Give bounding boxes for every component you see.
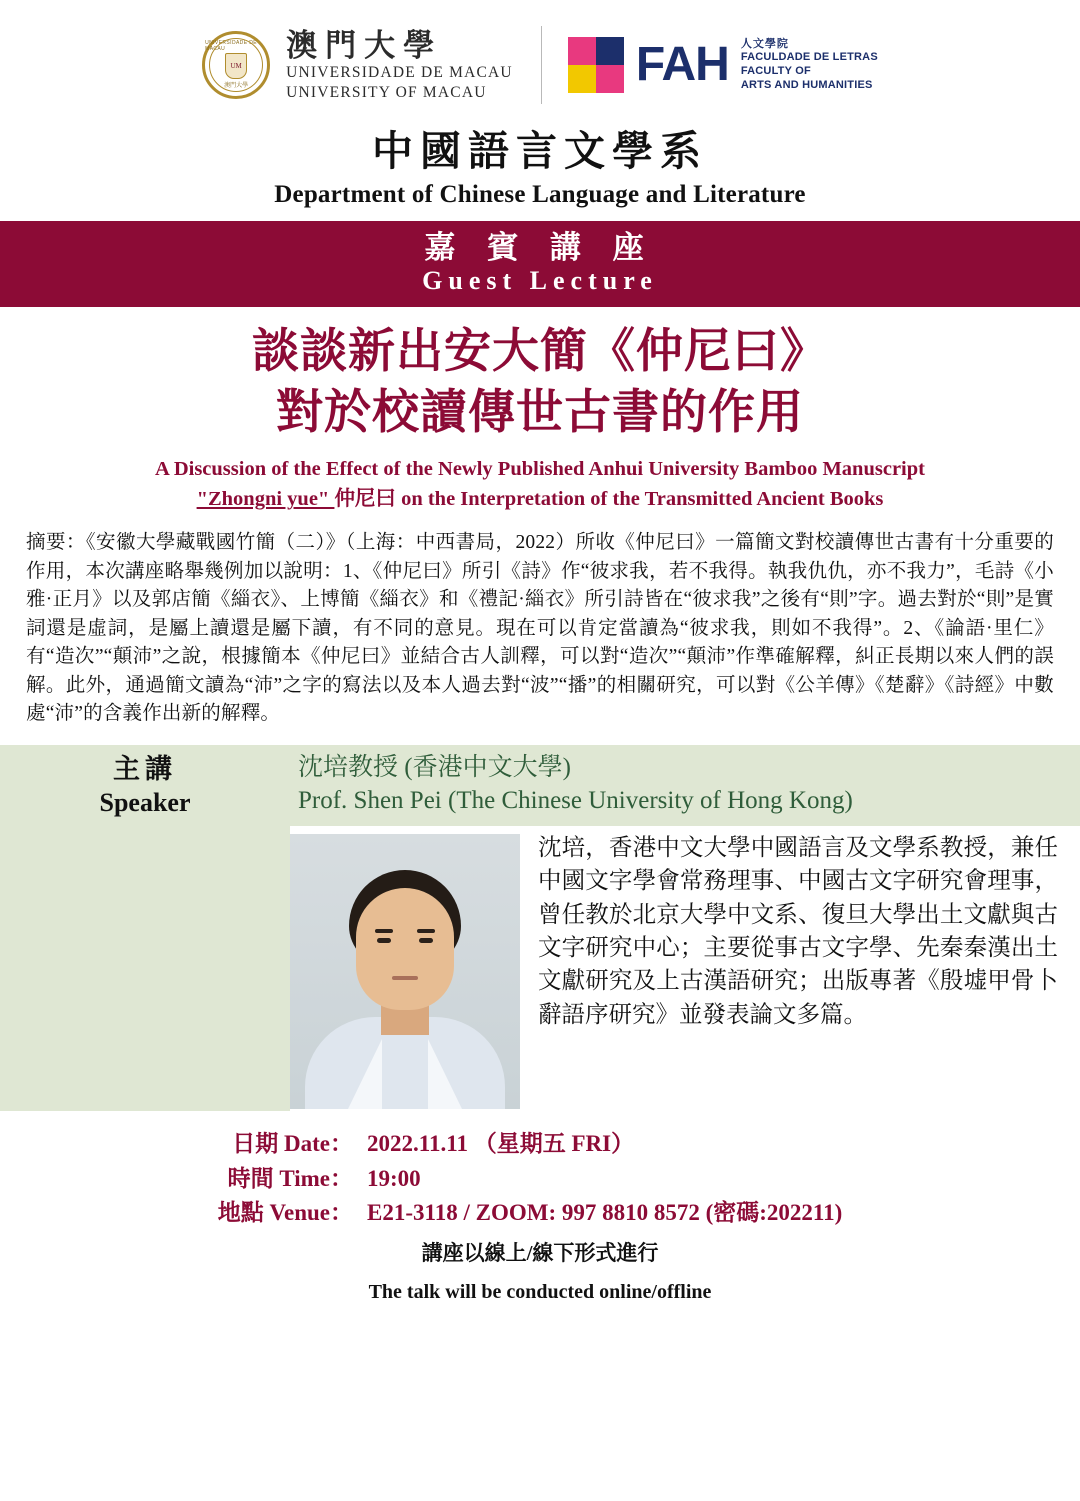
fah-name-en2: ARTS AND HUMANITIES (740, 78, 873, 91)
lecture-title-cn-line1: 談談新出安大簡《仲尼曰》 (252, 324, 828, 378)
speaker-band (0, 745, 1080, 827)
department-heading (0, 118, 1080, 209)
fah-logo (542, 37, 878, 93)
guest-lecture-cn: 嘉 賓 講 座 (424, 230, 656, 265)
time-value: 19:00 (367, 1165, 421, 1191)
speaker-label-cn: 主講 (113, 753, 177, 784)
guest-lecture-en: Guest Lecture (422, 265, 658, 295)
detail-row-date (0, 1127, 1080, 1162)
lecture-title-en (0, 454, 1080, 516)
university-of-macau-logo (202, 28, 541, 102)
lecture-title-en-romanized: "Zhongni yue" (196, 488, 335, 511)
lecture-title-cn-line2: 對於校讀傳世古書的作用 (276, 384, 804, 438)
detail-row-venue (0, 1196, 1080, 1231)
speaker-bio-row (0, 826, 1080, 1111)
um-seal-top-text: UNIVERSIDADE DE MACAU (205, 40, 257, 53)
time-label: 時間 Time： (227, 1165, 353, 1191)
um-seal-shield-icon: UM (225, 53, 247, 79)
lecture-title-en-line1: A Discussion of the Effect of the Newly Published Anhui University Bamboo Manuscript (155, 457, 925, 480)
date-value: 2022.11.11 （星期五 FRI） (367, 1131, 635, 1156)
department-name-cn: 中國語言文學系 (372, 128, 708, 174)
format-note-en: The talk will be conducted online/offline (368, 1280, 712, 1303)
speaker-bio-text: 沈培，香港中文大學中國語言及文學系教授，兼任中國文字學會常務理事、中國古文字研究會理事，曾任教於北京大學中文系、復旦大學出土文獻與古文字研究中心；主要從事古文字學、先秦秦漢出土文獻研究及上古漢語研究；出版專著《殷墟甲骨卜辭語序研究》並發表論文多篇。 (538, 835, 1058, 1028)
speaker-portrait-wrap (290, 826, 520, 1111)
detail-row-time (0, 1162, 1080, 1197)
lecture-title-en-rest: on the Interpretation of the Transmitted Ancient Books (395, 488, 884, 511)
um-seal-bottom-text: 澳門大學 (224, 83, 249, 90)
speaker-name-cn: 沈培教授 (香港中文大學) (298, 753, 571, 781)
speaker-label-en: Speaker (99, 787, 191, 817)
speaker-name-en: Prof. Shen Pei (The Chinese University of Hong Kong) (298, 787, 853, 815)
fah-name-cn: 人文學院 (740, 37, 789, 50)
lecture-title-en-line2 (30, 484, 1050, 515)
event-details (0, 1127, 1080, 1304)
lecture-title-en-chinese: 仲尼曰 (334, 488, 396, 511)
speaker-label (0, 745, 290, 826)
fah-name-pt: FACULDADE DE LETRAS (740, 51, 878, 64)
fah-wordmark: FAH (635, 38, 729, 92)
abstract-text: 摘要：《安徽大學藏戰國竹簡（二）》（上海：中西書局，2022）所收《仲尼曰》一篇簡文對校讀傳世古書有十分重要的作用，本次講座略舉幾例加以說明：1、《仲尼曰》所引《詩》作“彼求我，若不我得。執我仇仇，亦不我力”，毛詩《小雅·正月》以及郭店簡《緇衣》、上博簡《緇衣》和《禮記·緇衣》所引詩皆在“彼求我”之後有“則”字。過去對於“則”是實詞還是虛詞，是屬上讀還是屬下讀，有不同的意見。現在可以肯定當讀為“彼求我，則如不我得”。2、《論語·里仁》有“造次”“顛沛”之說，根據簡本《仲尼曰》並結合古人訓釋，可以對“造次”“顛沛”作準確解釋，糾正長期以來人們的誤解。此外，通過簡文讀為“沛”之字的寫法以及本人過去對“波”“播”的相關研究，可以對《公羊傳》《楚辭》《詩經》中數處“沛”的含義作出新的解釋。 (26, 532, 1054, 725)
format-note-cn: 講座以線上/線下形式進行 (421, 1240, 659, 1265)
venue-label: 地點 Venue： (217, 1200, 353, 1225)
speaker-bio-left-fill (0, 826, 290, 1111)
lecture-title-cn (0, 321, 1080, 441)
venue-value: E21-3118 / ZOOM: 997 8810 8572 (密碼:202211) (367, 1200, 843, 1225)
speaker-portrait-photo (290, 834, 520, 1109)
page-header (0, 0, 1080, 110)
um-name-cn: 澳門大學 (286, 27, 443, 63)
um-logo-text (286, 28, 513, 102)
fah-subtitle (741, 38, 878, 93)
speaker-name (290, 745, 1080, 827)
date-label: 日期 Date： (232, 1131, 353, 1156)
um-name-pt: UNIVERSIDADE DE MACAU (286, 64, 513, 82)
department-name-en: Department of Chinese Language and Literature (274, 181, 806, 208)
um-seal-icon (202, 31, 270, 99)
um-name-en: UNIVERSITY OF MACAU (286, 83, 487, 101)
guest-lecture-band (0, 221, 1080, 307)
fah-name-en1: FACULTY OF (740, 65, 811, 77)
fah-mark-icon (568, 37, 624, 93)
